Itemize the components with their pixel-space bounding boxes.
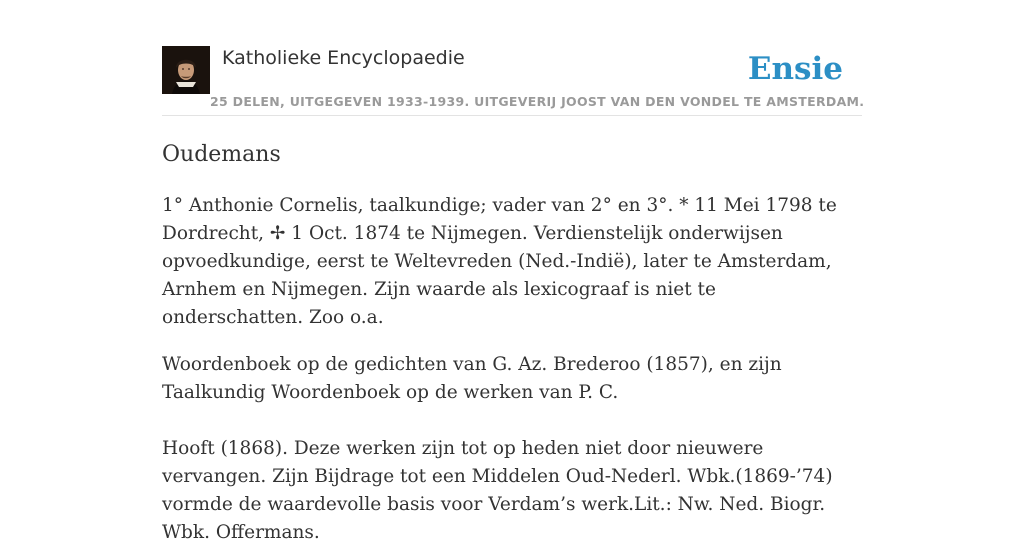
site-title[interactable]: Katholieke Encyclopaedie [222,47,465,69]
article-paragraph: Hooft (1868). Deze werken zijn tot op heden niet door nieuwere vervangen. Zijn Bijdrage tot een Middelen Oud-Nederl. Wbk.(1869-’74) vormde de waardevolle basis voor Verdam’s werk.Lit.: Nw. Ned. Biogr. Wbk. Offermans. [162,438,833,543]
portrait-icon [162,46,210,94]
article-paragraph: Woordenboek op de gedichten van G. Az. Brederoo (1857), en zijn Taalkundig Woordenboek op de werken van P. C. [162,354,782,403]
article-content [162,140,862,547]
page-title: Oudemans [162,142,281,167]
avatar[interactable] [162,46,210,94]
site-header [162,46,865,116]
ensie-logo-link[interactable]: Ensie [747,51,843,87]
site-subtitle: 25 DELEN, UITGEGEVEN 1933-1939. UITGEVERIJ JOOST VAN DEN VONDEL TE AMSTERDAM. [210,94,865,109]
article-paragraph: 1° Anthonie Cornelis, taalkundige; vader van 2° en 3°. * 11 Mei 1798 te Dordrecht, ✢ 1 Oct. 1874 te Nijmegen. Verdienstelijk onderwijsen opvoedkundige, eerst te Weltevreden (Ned.-Indië), later te Amsterdam, Arnhem en Nijmegen. Zijn waarde als lexicograaf is niet te onderschatten. Zoo o.a. [162,195,837,328]
